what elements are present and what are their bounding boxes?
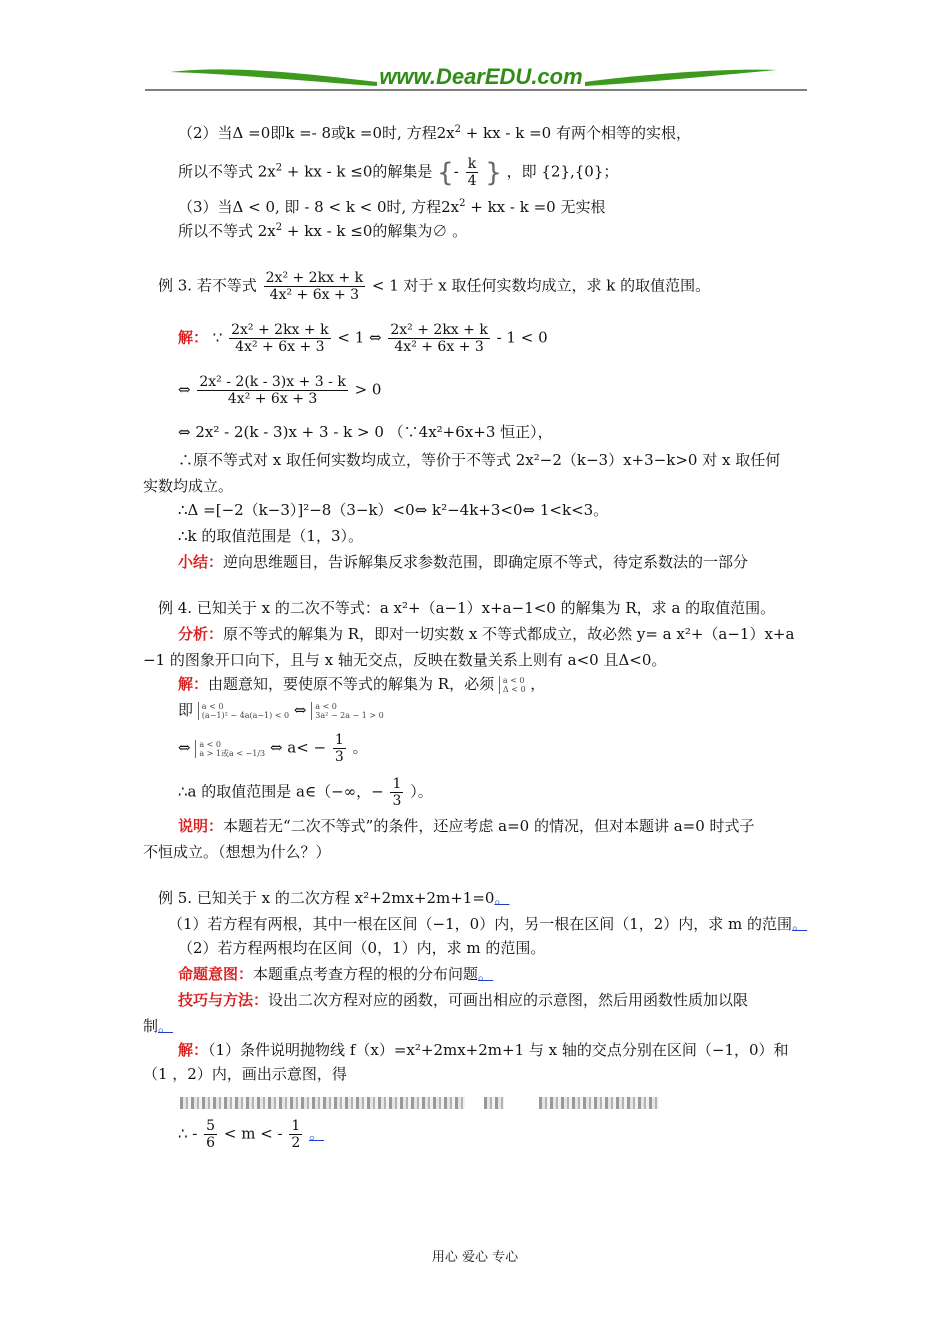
example-5-intent: 命题意图：本题重点考查方程的根的分布问题。 bbox=[178, 965, 494, 983]
example-3-step: ∴k 的取值范围是（1，3）。 bbox=[178, 527, 363, 545]
inequality-system: a < 0 Δ < 0 bbox=[499, 676, 526, 694]
example-3-question: 例 3. 若不等式 $\frac{\text{2x² + 2kx + k}}{\text{4x² + 6x + 3}}$ < 1 对于 x 取任何实数均成立，求 k 的取值范围。 bbox=[158, 270, 711, 303]
example-3-step: ∴原不等式对 x 取任何实数均成立，等价于不等式 2x²−2（k−3）x+3−k>0 对 x 取任何 bbox=[178, 451, 781, 469]
text-line: （3）当Δ < 0, 即 - 8 < k < 0时, 方程$2x^2$ + kx - k =0 无实根 bbox=[178, 198, 606, 216]
fraction: $\frac{1}{2}$ bbox=[291, 1118, 301, 1151]
example-5-question: 例 5. 已知关于 x 的二次方程 x²+2mx+2m+1=0。 bbox=[158, 889, 510, 907]
blurred-formula-image bbox=[180, 1092, 659, 1112]
fraction: $\frac{\text{2x² + 2kx + k}}{\text{4x² + 6x + 3}}$ bbox=[265, 270, 364, 303]
example-4-note: 说明：本题若无“二次不等式”的条件，还应考虑 a=0 的情况，但对本题讲 a=0 时式子 bbox=[178, 817, 755, 835]
example-5-technique: 技巧与方法：设出二次方程对应的函数，可画出相应的示意图，然后用函数性质加以限 bbox=[178, 991, 749, 1009]
inequality-system: a < 0 a > 1或a < −1/3 bbox=[195, 740, 265, 758]
example-5-part: （2）若方程两根均在区间（0，1）内，求 m 的范围。 bbox=[178, 939, 546, 957]
example-3-step: ∴Δ =[−2（k−3）]²−8（3−k）<0⇔ k²−4k+3<0⇔ 1<k<3。 bbox=[178, 501, 609, 519]
fraction: $\frac{1}{3}$ bbox=[392, 776, 402, 809]
example-3-step: 实数均成立。 bbox=[143, 477, 234, 495]
example-4-step: 即 a < 0 (a−1)² − 4a(a−1) < 0 ⇔ a < 0 3a² − 2a − 1 > 0 bbox=[178, 701, 384, 720]
fraction: $\frac{\text{2x² - 2(k - 3)x + 3 - k}}{\text{4x² + 6x + 3}}$ bbox=[199, 374, 346, 407]
header-logo bbox=[145, 62, 810, 94]
text-line: （2）当Δ =0即k =- 8或k =0时, 方程$2x^2$ + kx - k =0 有两个相等的实根， bbox=[178, 124, 691, 142]
fraction: $\frac{1}{3}$ bbox=[334, 732, 344, 765]
example-5-technique: 制。 bbox=[143, 1017, 174, 1035]
brace: } bbox=[485, 157, 502, 188]
fraction: $\frac{\text{2x² + 2kx + k}}{\text{4x² + 6x + 3}}$ bbox=[390, 322, 488, 355]
header-site-text: www.DearEDU.com bbox=[379, 64, 583, 89]
example-4-step: 解：由题意知，要使原不等式的解集为 R，必须 a < 0 Δ < 0 ， bbox=[178, 675, 546, 694]
example-3-summary: 小结：逆向思维题目，告诉解集反求参数范围，即确定原不等式，待定系数法的一部分 bbox=[178, 553, 749, 571]
example-4-step: ⇔ a < 0 a > 1或a < −1/3 ⇔ a< − $\frac{1}{3}$ 。 bbox=[178, 732, 368, 765]
example-4-step: ∴a 的取值范围是 a∈（−∞，− $\frac{1}{3}$ ）。 bbox=[178, 776, 433, 809]
example-4-note: 不恒成立。（想想为什么？） bbox=[143, 843, 331, 861]
example-3-step: ⇔ $\frac{\text{2x² - 2(k - 3)x + 3 - k}}{\text{4x² + 6x + 3}}$ > 0 bbox=[178, 374, 382, 407]
example-4-analysis: −1 的图象开口向下，且与 x 轴无交点，反映在数量关系上则有 a<0 且Δ<0。 bbox=[143, 651, 667, 669]
inequality-system: a < 0 (a−1)² − 4a(a−1) < 0 bbox=[198, 702, 289, 720]
fraction: $\frac{\text{2x² + 2kx + k}}{\text{4x² + 6x + 3}}$ bbox=[231, 322, 329, 355]
fraction: $\frac{k}{4}$ bbox=[467, 156, 477, 189]
text-line: 所以不等式 $2x^2$ + kx - k ≤0的解集是 {- $\frac{k}{4}$ } ，即 {2},{0}； bbox=[178, 156, 619, 189]
fraction: $\frac{5}{6}$ bbox=[206, 1118, 216, 1151]
inequality-system: a < 0 3a² − 2a − 1 > 0 bbox=[311, 702, 383, 720]
example-3-step: 解： ∵ $\frac{\text{2x² + 2kx + k}}{\text{4x² + 6x + 3}}$ < 1 ⇔ $\frac{\text{2x² + 2kx + k}}{\text{4x² + 6x + 3}}$ - 1 < 0 bbox=[178, 322, 548, 355]
brace: { bbox=[437, 157, 454, 188]
example-5-part: （1）若方程有两根，其中一根在区间（−1，0）内，另一根在区间（1，2）内，求 m 的范围。 bbox=[168, 915, 808, 933]
text-line: 所以不等式 $2x^2$ + kx - k ≤0的解集为∅ 。 bbox=[178, 222, 468, 240]
example-5-step: （1 ，2）内，画出示意图，得 bbox=[143, 1065, 347, 1083]
example-3-step: ⇔ 2x² - 2(k - 3)x + 3 - k > 0 （∵4x²+6x+3 恒正）， bbox=[178, 423, 553, 441]
footer-text: 用心 爱心 专心 bbox=[431, 1250, 519, 1265]
example-5-step: ∴ - $\frac{5}{6}$ < m < - $\frac{1}{2}$ 。 bbox=[178, 1118, 325, 1151]
example-4-question: 例 4. 已知关于 x 的二次不等式：a x²+（a−1）x+a−1<0 的解集为 R，求 a 的取值范围。 bbox=[158, 599, 776, 617]
example-4-analysis: 分析：原不等式的解集为 R，即对一切实数 x 不等式都成立，故必然 y= a x²+（a−1）x+a bbox=[178, 625, 795, 643]
example-5-step: 解：（1）条件说明抛物线 f（x）=x²+2mx+2m+1 与 x 轴的交点分别在区间（−1，0）和 bbox=[178, 1041, 789, 1059]
